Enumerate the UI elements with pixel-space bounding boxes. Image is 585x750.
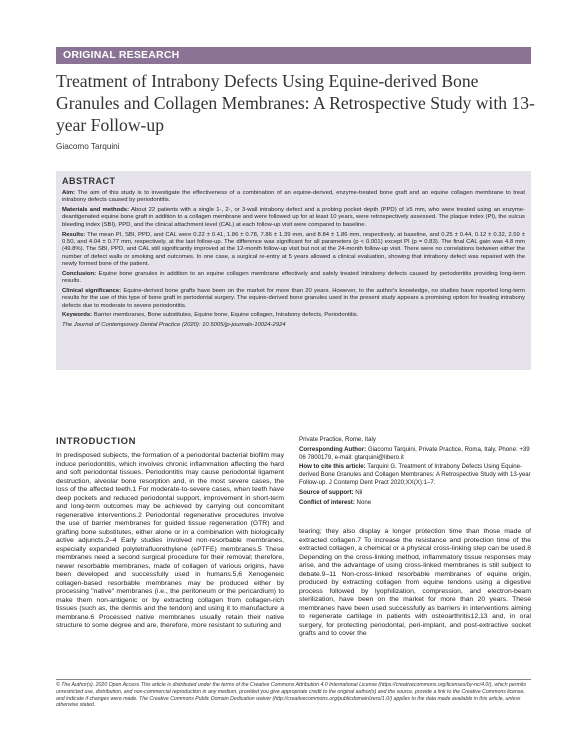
results-label: Results: — [62, 231, 86, 238]
aim-label: Aim: — [62, 190, 76, 196]
article-info — [299, 436, 531, 508]
results-text: The mean PI, SBI, PPD, and CAL were 0.22 ± 0.41, 1.86 ± 0.78, 7.86 ± 1.39 mm, and 8.84 ± 1.86 mm, respectively, at baseline, and 0.25 ± 0.44, 0.12 ± 0.32, 2.59 ± 0.50, and 4.04 ± 0.77 mm, respectively, at the last follow-up. The difference was significant for all parameters (p < 0.001) except PI (p = 0.83). The final CAL gain was 4.8 mm (49.8%). The SBI, PPD, and CAL still significantly improved at the 12-month follow-up visit but not at the 24-month follow-up visit. There were no correlations between either the number of defect walls or smoking and outcomes. In one case, a surgical re-entry at 5 years allowed a clinical evaluation, showing that intrabony defect was repaired with the newly formed bone of the patient. — [62, 231, 525, 267]
cite-text: Tarquini G. Treatment of Intrabony Defects Using Equine-derived Bone Granules and Collagen Membranes: A Retrospective Study with 13-year Follow-up. J Contemp Dent Pract 2020;XX(X):1–7. — [299, 463, 531, 486]
introduction-text: In predisposed subjects, the formation of a periodontal bacterial biofilm may induce periodontitis, which involves chronic inflammation affecting the hard and soft periodontal tissues. Periodontitis may cause periodontal ligament destruction, alveolar bone resorption and, in the most severe cases, the loss of the affected teeth.1 For moderate-to-severe cases, when teeth have deep pockets and reduced periodontal support, improvement in short-term and long-term outcomes may be achieved by carrying out concomitant regenerative interventions.2 Periodontal regenerative procedures involve the use of barrier membranes for guided tissue regeneration (GTR) and grafting bone substitutes, either alone or in a combination with biologically active adjuncts.2–4 Early studies involved non-resorbable membranes, especially expanded polytetrafluorethylene (ePTFE) membranes.5 These membranes need a second surgical procedure for their removal; therefore, newer resorbable membranes, made of collagen of various origins, have been developed and successfully used in humans.5,6 Xenogeneic collagen-based resorbable membranes may be produced either by processing "native" membranes (i.e., the peritoneum or the pericardium) to make them non-antigenic or by extracting collagen from collagen-rich tissues (such as, the dermis and the tendon) and using it to manufacture a membrane.6 Processed native membranes usually retain their native structure to some degree and are, therefore, more resistant to suturing and — [56, 452, 284, 629]
left-column — [56, 436, 284, 631]
abstract-heading: ABSTRACT — [62, 176, 116, 186]
source-of-support — [299, 489, 531, 497]
conflict-of-interest — [299, 499, 531, 507]
significance-text: Equine-derived bone grafts have been on the market for more than 20 years. However, to the author's knowledge, no studies have reported long-term results for the use of this type of bone graft in periodontal surgery. The equine-derived bone granules used in the present study appears a promising option for treating intrabony defects due to moderate to severe periodontitis. — [62, 287, 525, 309]
abstract-results — [62, 232, 525, 268]
keywords-label: Keywords: — [62, 312, 93, 319]
abstract-significance — [62, 288, 525, 310]
footer-divider — [56, 679, 531, 680]
abstract-methods — [62, 207, 525, 229]
abstract-keywords — [62, 312, 525, 319]
section-label: ORIGINAL RESEARCH — [56, 47, 531, 64]
license-footer: © The Author(s). 2020 Open Access This article is distributed under the terms of the Creative Commons Attribution 4.0 International License (https://creativecommons.org/licenses/by-nc/4.0/), which permits unrestricted use, distribution, and non-commercial reproduction in any medium, provided you give appropriate credit to the original author(s) and the source, provide a link to the Creative Commons license, and indicate if changes were made. The Creative Commons Public Domain Dedication waiver (http://creativecommons.org/publicdomain/zero/1.0/) applies to the data made available in this article, unless otherwise stated. — [56, 682, 527, 709]
journal-citation: The Journal of Contemporary Dental Practice (2020): 10.5005/jp-journals-10024-2924 — [62, 322, 286, 329]
corresponding-label: Corresponding Author: — [299, 445, 367, 453]
support-label: Source of support: — [299, 488, 354, 496]
methods-label: Materials and methods: — [62, 207, 130, 214]
conclusion-label: Conclusion: — [62, 270, 97, 277]
abstract-box — [56, 171, 531, 370]
author-name: Giacomo Tarquini — [56, 142, 120, 151]
introduction-heading: INTRODUCTION — [56, 436, 137, 447]
article-title: Treatment of Intrabony Defects Using Equine-derived Bone Granules and Collagen Membranes: A Retrospective Study with 13-year Follow-up — [56, 71, 535, 135]
keywords-text: Barrier membranes, Bone substitutes, Equine bone, Equine collagen, Intrabony defects, Periodontitis. — [92, 312, 359, 319]
abstract-conclusion — [62, 271, 525, 286]
conflict-text: None — [354, 498, 372, 506]
corresponding-text: Giacomo Tarquini, Private Practice, Roma, Italy, Phone: +39 06 7800179, e-mail: gtarquini@libero.it — [299, 445, 530, 461]
support-text: Nil — [353, 488, 363, 496]
aim-text: The aim of this study is to investigate the effectiveness of a combination of an equine-derived, enzyme-treated bone graft and an equine collagen membrane to treat intrabony defects caused by periodontitis. — [62, 190, 525, 204]
how-to-cite — [299, 463, 531, 486]
significance-label: Clinical significance: — [62, 287, 122, 294]
conflict-label: Conflict of interest: — [299, 498, 355, 506]
cite-label: How to cite this article: — [299, 463, 366, 471]
conclusion-text: Equine bone granules in addition to an equine collagen membrane effectively and safely treated intrabony defects caused by periodontitis providing long-term results. — [62, 270, 525, 285]
methods-text: About 22 patients with a single 1-, 2-, or 3-wall intrabony defect and a probing pocket depth (PPD) of ≥5 mm, who were treated using an enzyme-deantigenated equine bone graft in addition to a collagen membrane and were followed up for at least 10 years, were retrospectively assessed. The plaque index (PI), the sulcus bleeding index (SBI), PPD, and the clinical attachment level (CAL) at each follow-up visit were compared to baseline. — [62, 207, 525, 228]
right-column — [299, 528, 531, 639]
abstract-aim — [62, 190, 525, 205]
introduction-continued-text: tearing; they also display a longer protection time than those made of extracted collagen.7 To increase the resistance and protection time of the extracted collagen, a chemical or a physical cross-linking step can be used.8 Depending on the cross-linking method, inflammatory tissue responses may arise, and the advantage of using cross-linked membranes is still subject to debate.9–11 Non-cross-linked resorbable membranes of equine origin, produced by extracting collagen from equine tendons using a digestive process followed by lyophilization, compression, and electron-beam sterilization, have been on the market for more than 20 years. These membranes have been used successfully as barriers in interventions aiming to regenerate cartilage in patients with osteoarthritis12,13 and, in oral surgery, for protecting periodontal, peri-implant, and post-extractive socket grafts and to cover the — [299, 528, 531, 637]
affiliation: Private Practice, Rome, Italy — [299, 436, 376, 443]
corresponding-author — [299, 446, 531, 462]
